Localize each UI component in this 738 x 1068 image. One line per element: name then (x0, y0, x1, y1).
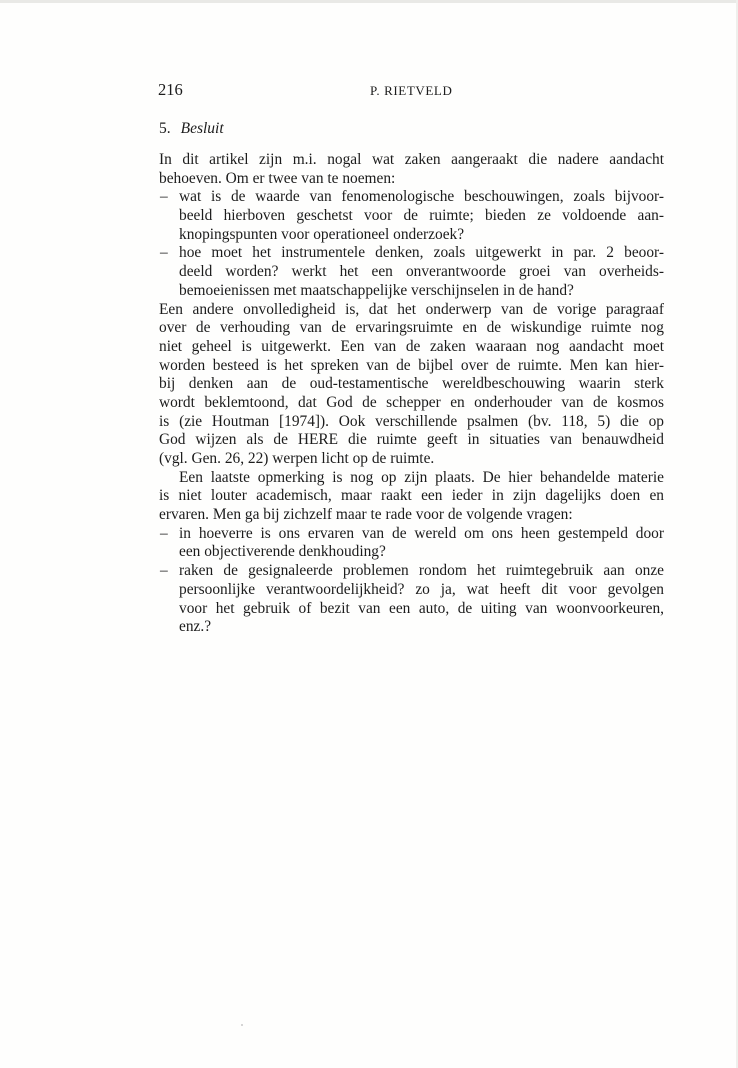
list-dash: – (160, 562, 168, 580)
text-line (159, 319, 664, 338)
line-text: In dit artikel zijn m.i. nogal wat zaken aangeraakt die nadere aandacht (159, 151, 664, 168)
text-line (159, 338, 664, 357)
text-line (159, 170, 664, 189)
scan-speck (241, 1024, 243, 1026)
text-line (159, 562, 664, 581)
text-line (159, 543, 664, 562)
section-number: 5. (159, 120, 171, 137)
line-text: (vgl. Gen. 26, 22) werpen licht op de ruimte. (159, 450, 435, 467)
line-text: knopingspunten voor operationeel onderzoek? (179, 225, 465, 243)
text-line (159, 244, 664, 263)
page-header (158, 79, 664, 101)
page-number: 216 (158, 80, 183, 99)
text-line (159, 581, 664, 600)
line-text: beeld hierboven geschetst voor de ruimte; bieden ze voldoende aan- (179, 207, 664, 225)
section-title: Besluit (180, 120, 224, 137)
line-text: Een laatste opmerking is nog op zijn plaats. De hier behandelde materie (179, 468, 664, 486)
running-head: P. RIETVELD (370, 83, 453, 98)
text-line (159, 431, 664, 450)
text-line (159, 375, 664, 394)
line-text: raken de gesignaleerde problemen rondom het ruimtegebruik aan onze (179, 562, 664, 580)
text-line (159, 469, 664, 488)
text-line (159, 207, 664, 226)
text-line (159, 226, 664, 245)
list-dash: – (160, 524, 168, 542)
line-text: ervaren. Men ga bij zichzelf maar te rade voor de volgende vragen: (159, 506, 573, 524)
line-text: persoonlijke verantwoordelijkheid? zo ja, wat heeft dit voor gevolgen (179, 580, 664, 598)
line-text: over de verhouding van de ervaringsruimte en de wiskundige ruimte nog (159, 319, 664, 337)
line-text: bij denken aan de oud-testamentische wereldbeschouwing waarin sterk (159, 375, 664, 393)
text-line (159, 618, 664, 637)
line-text: hoe moet het instrumentele denken, zoals uitgewerkt in par. 2 beoor- (179, 244, 664, 262)
line-text: Een andere onvolledigheid is, dat het onderwerp van de vorige paragraaf (159, 300, 664, 318)
line-text: behoeven. Om er twee van te noemen: (159, 169, 396, 187)
text-line (159, 394, 664, 413)
line-text: bemoeienissen met maatschappelijke verschijnselen in de hand? (179, 281, 574, 299)
line-text: God wijzen als de HERE die ruimte geeft in situaties van benauwdheid (159, 431, 664, 449)
text-line (159, 525, 664, 544)
line-text: deeld worden? werkt het een onverantwoorde groei van overheids- (179, 263, 664, 281)
text-line (159, 413, 664, 432)
line-text: in hoeverre is ons ervaren van de wereld om ons heen gestempeld door (179, 524, 664, 542)
body-text (159, 151, 664, 637)
line-text: wat is de waarde van fenomenologische beschouwingen, zoals bijvoor- (179, 188, 664, 206)
text-line (159, 600, 664, 619)
text-line (159, 282, 664, 301)
line-text: enz.? (179, 618, 212, 636)
line-text: is (zie Houtman [1974]). Ook verschillende psalmen (bv. 118, 5) die op (159, 412, 664, 430)
text-line (159, 263, 664, 282)
line-text: worden besteed is het spreken van de bijbel over de ruimte. Men kan hier- (159, 356, 664, 374)
list-dash: – (160, 188, 168, 206)
section-heading (159, 118, 224, 140)
text-line (159, 151, 664, 170)
line-text: wordt beklemtoond, dat God de schepper en onderhouder van de kosmos (159, 393, 664, 411)
text-line (159, 188, 664, 207)
text-line (159, 301, 664, 320)
line-text: voor het gebruik of bezit van een auto, de uiting van woonvoorkeuren, (179, 599, 664, 617)
line-text: is niet louter academisch, maar raakt een ieder in zijn dagelijks doen en (159, 487, 664, 505)
text-line (159, 357, 664, 376)
text-line (159, 487, 664, 506)
line-text: een objectiverende denkhouding? (179, 543, 386, 561)
list-dash: – (160, 244, 168, 262)
line-text: niet geheel is uitgewerkt. Een van de zaken waaraan nog aandacht moet (159, 337, 664, 355)
text-line (159, 506, 664, 525)
text-line (159, 450, 664, 469)
scan-edge-top (0, 0, 738, 3)
